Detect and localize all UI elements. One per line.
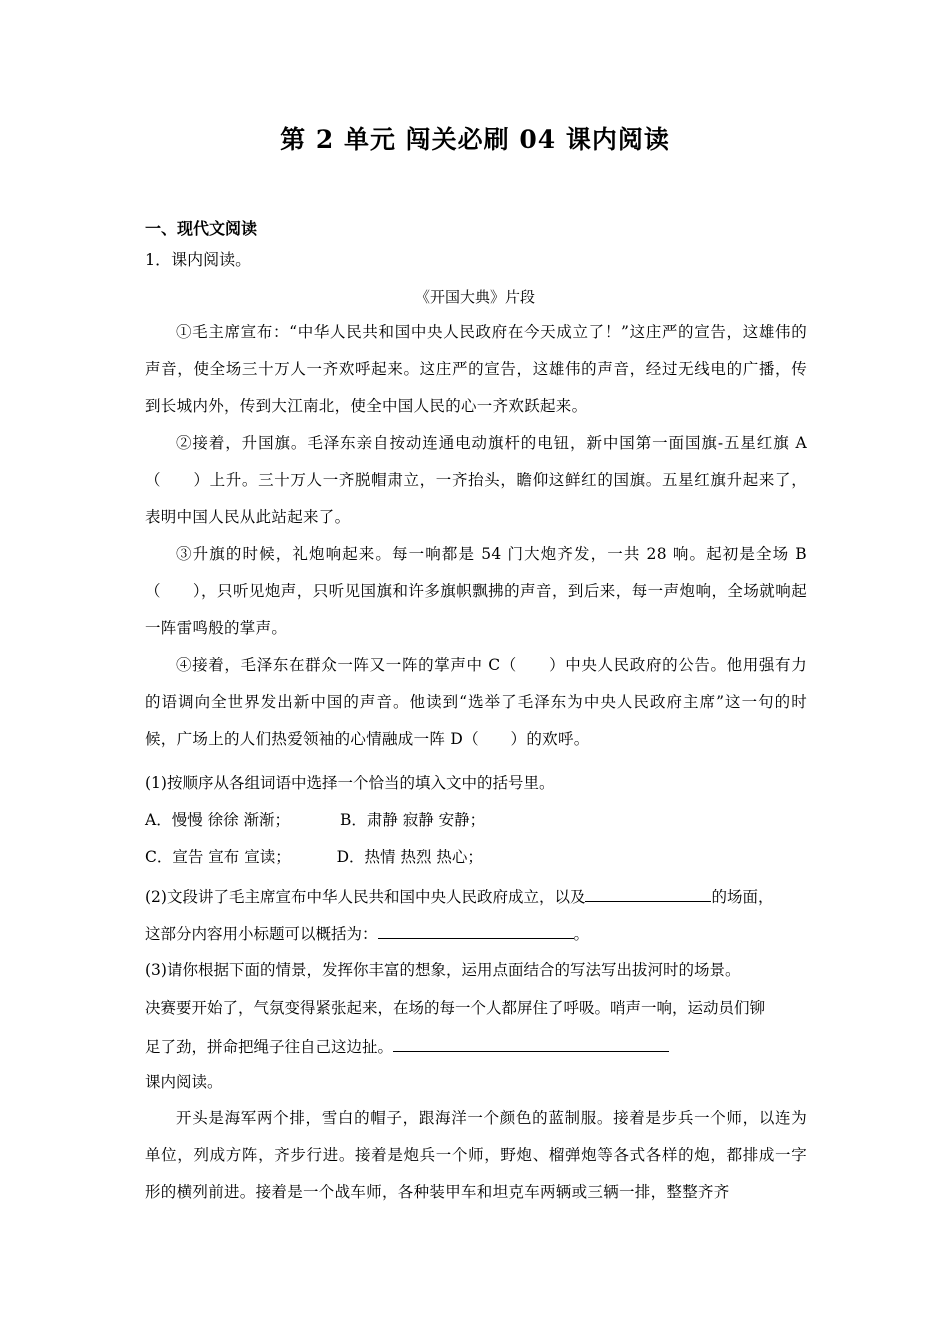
question-1-label: 1．课内阅读。 — [145, 250, 252, 269]
section-heading: 一、现代文阅读 — [145, 219, 258, 238]
answer-blank[interactable] — [585, 883, 711, 902]
option-c: C．宣告 宣布 宣读； — [145, 848, 291, 866]
answer-blank[interactable] — [393, 1033, 669, 1052]
sub-question-1: (1)按顺序从各组词语中选择一个恰当的填入文中的括号里。 — [145, 774, 555, 792]
scene-line-2 — [145, 1033, 807, 1059]
sub-question-2-end: 。 — [573, 925, 590, 943]
option-d: D．热情 热烈 热心； — [336, 848, 483, 866]
options-row-1 — [145, 808, 807, 832]
question-2-label: 课内阅读。 — [145, 1073, 223, 1091]
paragraph-2: ②接着，升国旗。毛泽东亲自按动连通电动旗杆的电钮，新中国第一面国旗-五星红旗 A（ ）上升。三十万人一齐脱帽肃立，一齐抬头，瞻仰这鲜红的国旗。五星红旗升起来了，表明中国人民从此站起来了。 — [145, 434, 807, 526]
paragraph-4: ④接着，毛泽东在群众一阵又一阵的掌声中 C（ ）中央人民政府的公告。他用强有力的语调向全世界发出新中国的声音。他读到“选举了毛泽东为中央人民政府主席”这一句的时候，广场上的人们热爱领袖的心情融成一阵 D（ ）的欢呼。 — [145, 656, 807, 748]
paragraph-1: ①毛主席宣布：“中华人民共和国中央人民政府在今天成立了！”这庄严的宣告，这雄伟的声音，使全场三十万人一齐欢呼起来。这庄严的宣告，这雄伟的声音，经过无线电的广播，传到长城内外，传到大江南北，使全中国人民的心一齐欢跃起来。 — [145, 323, 807, 415]
scene-line-1: 决赛要开始了，气氛变得紧张起来，在场的每一个人都屏住了呼吸。哨声一响，运动员们铆 — [145, 999, 766, 1017]
sub-question-2-tail: 的场面， — [711, 888, 774, 906]
passage-title: 《开国大典》片段 — [414, 288, 535, 306]
paragraph-3: ③升旗的时候，礼炮响起来。每一响都是 54 门大炮齐发，一共 28 响。起初是全场 B（ ），只听见炮声，只听见国旗和许多旗帜飘拂的声音，到后来，每一声炮响，全场就响起一阵雷鸣般的掌声。 — [145, 545, 807, 637]
options-row-2 — [145, 845, 807, 869]
sub-question-3: (3)请你根据下面的情景，发挥你丰富的想象，运用点面结合的写法写出拔河时的场景。 — [145, 961, 741, 979]
scene-line-2-text: 足了劲，拼命把绳子往自己这边扯。 — [145, 1038, 394, 1056]
answer-blank[interactable] — [378, 920, 574, 939]
page-title: 第 2 单元 闯关必刷 04 课内阅读 — [280, 125, 670, 154]
question-2-paragraph: 开头是海军两个排，雪白的帽子，跟海洋一个颜色的蓝制服。接着是步兵一个师，以连为单位，列成方阵，齐步行进。接着是炮兵一个师，野炮、榴弹炮等各式各样的炮，都排成一字形的横列前进。接着是一个战车师，各种装甲车和坦克车两辆或三辆一排，整整齐齐 — [145, 1109, 807, 1201]
option-a: A．慢慢 徐徐 渐渐； — [145, 811, 291, 829]
sub-question-2-prompt: 这部分内容用小标题可以概括为： — [145, 925, 378, 943]
sub-question-2-line2 — [145, 920, 807, 946]
sub-question-2 — [145, 883, 807, 909]
option-b: B．肃静 寂静 安静； — [339, 811, 486, 829]
sub-question-2-text: (2)文段讲了毛主席宣布中华人民共和国中央人民政府成立，以及 — [145, 888, 586, 906]
